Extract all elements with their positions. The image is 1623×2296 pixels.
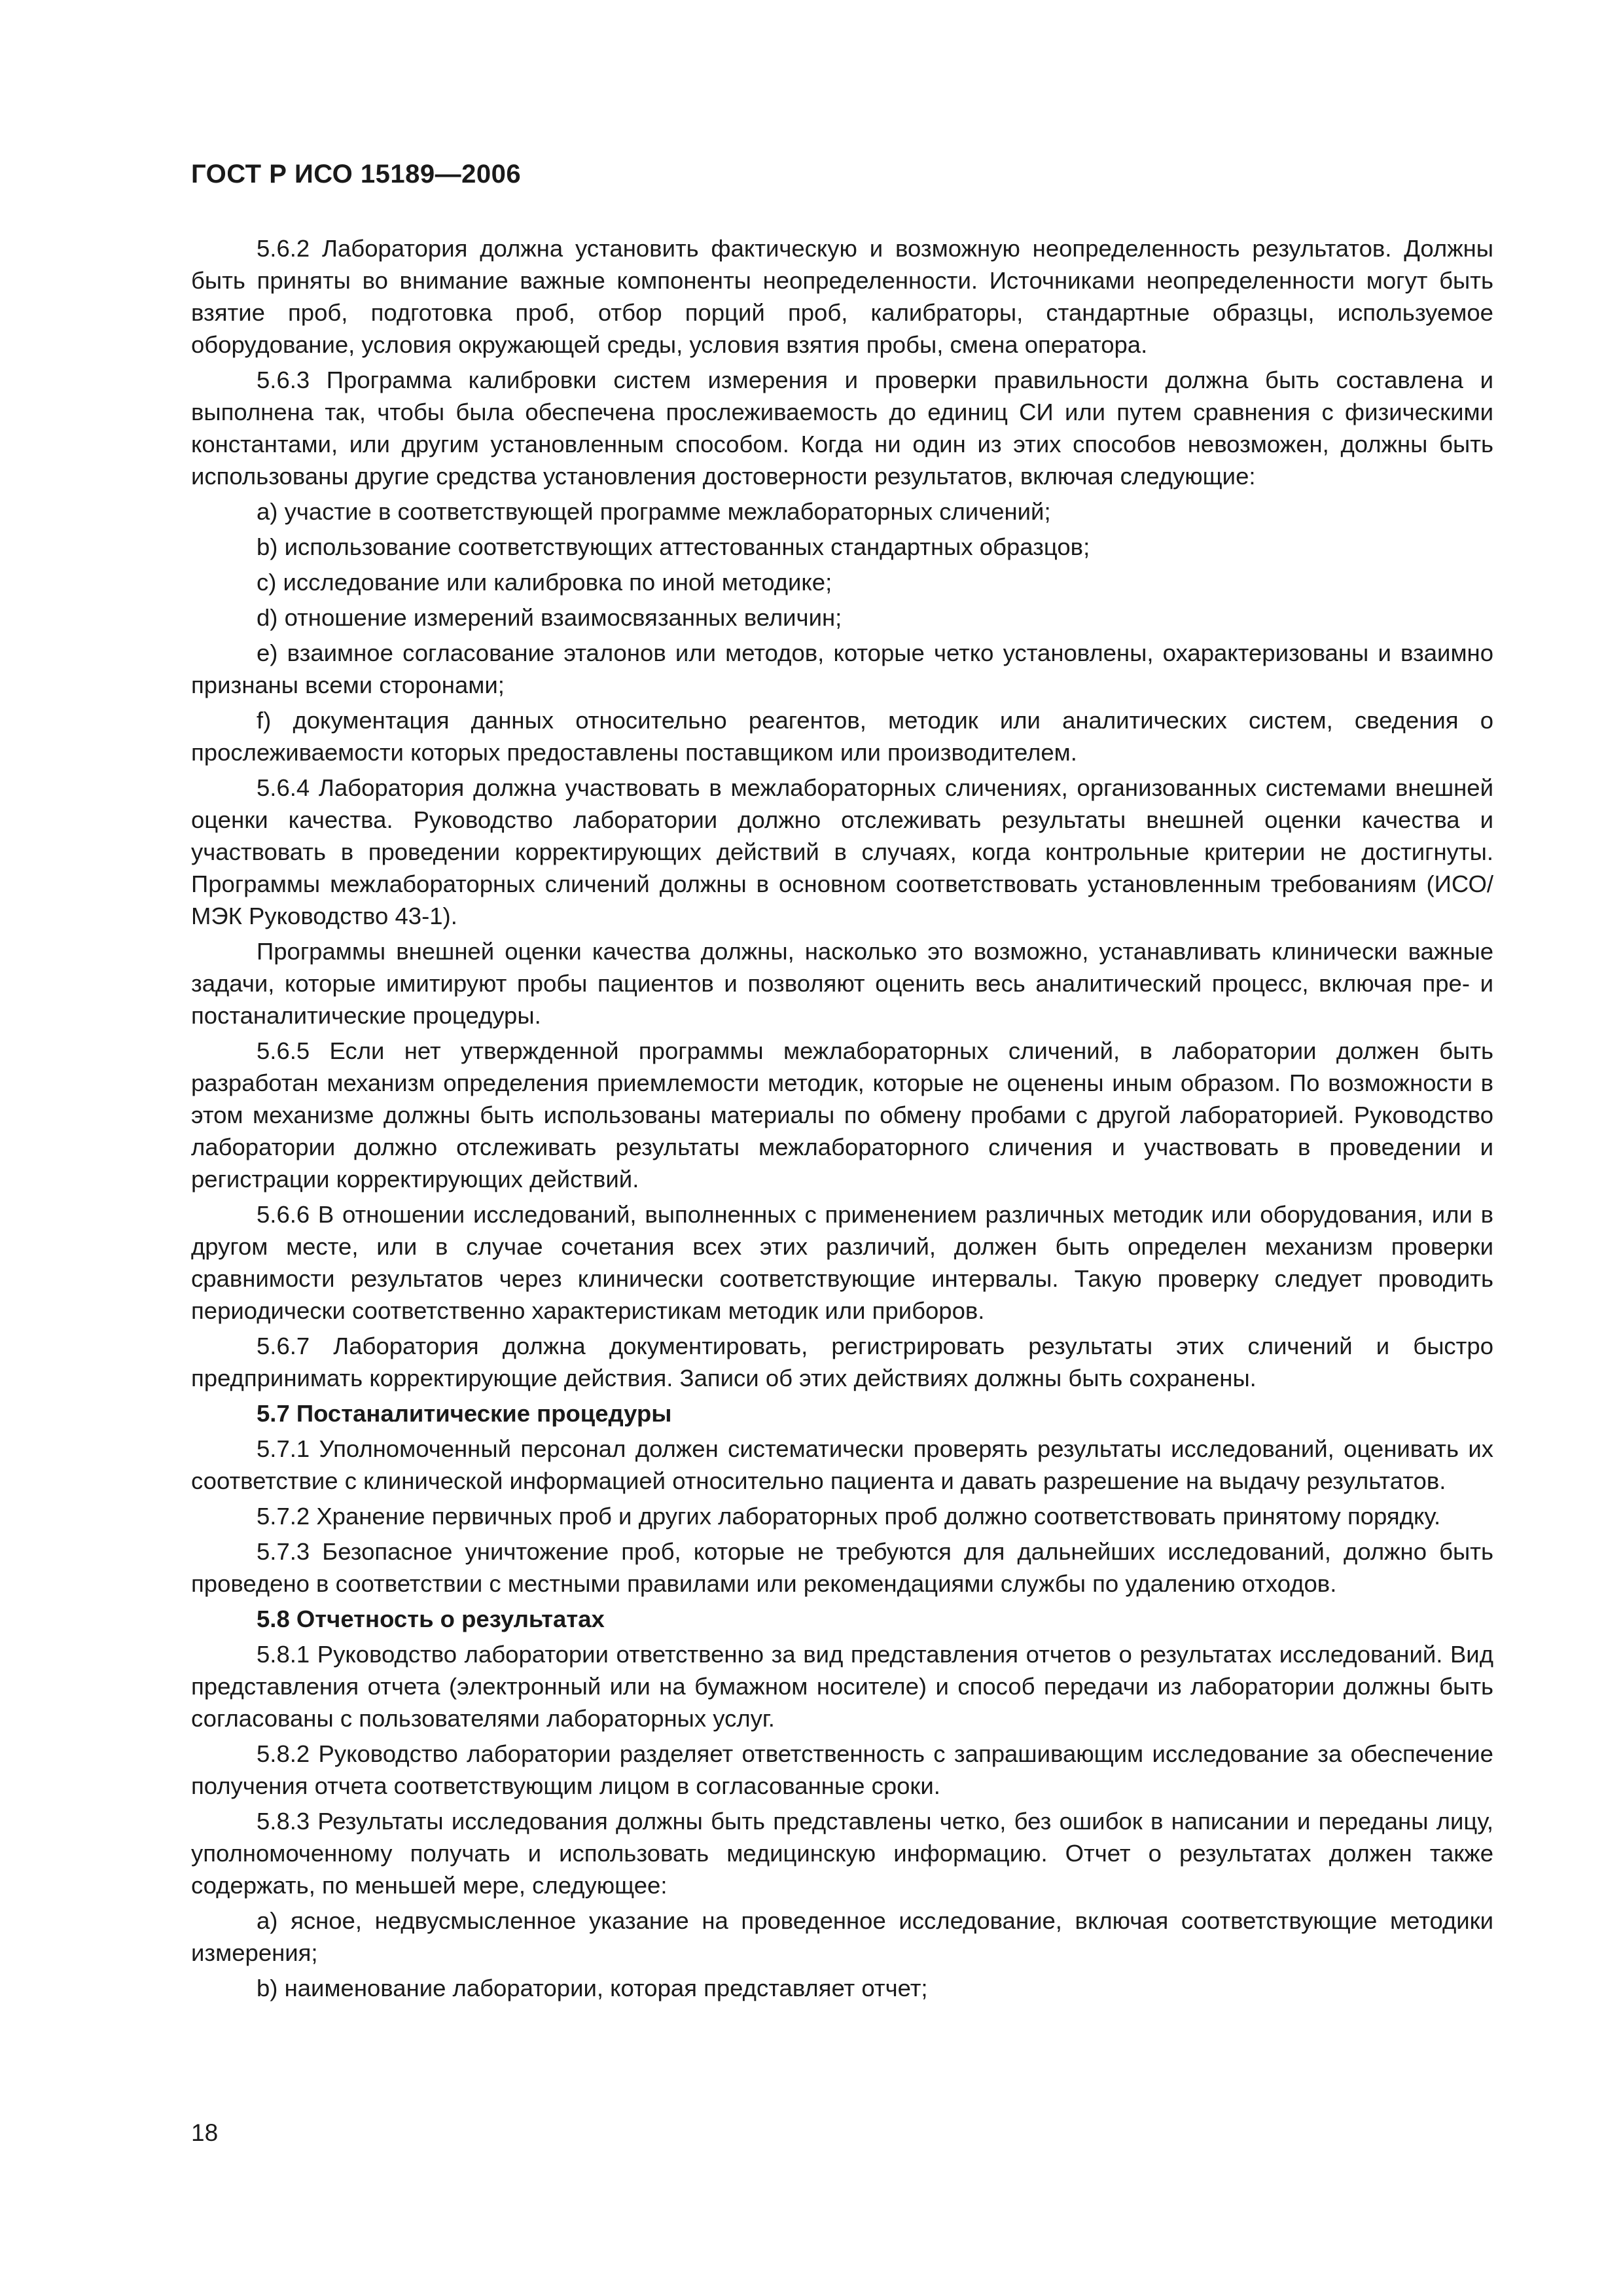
paragraph: 5.7.3 Безопасное уничтожение проб, которые не требуются для дальнейших исследований, должно быть проведено в соответствии с местными правилами или рекомендациями службы по удалению отходов. bbox=[191, 1538, 1493, 1597]
section-heading: 5.7 Постаналитические процедуры bbox=[257, 1400, 672, 1427]
paragraph: 5.6.5 Если нет утвержденной программы межлабораторных сличений, в лаборатории должен быть разработан механизм определения приемлемости методик, которые не оценены иным образом. По возможности в этом механизме должны быть использованы материалы по обмену пробами с другой лабораторией. Руководство лаборатории должно отслеживать результаты межлабораторного сличения и участвовать в проведении и регистрации корректирующих действий. bbox=[191, 1037, 1493, 1193]
page-number: 18 bbox=[191, 2119, 219, 2146]
paragraph: 5.8.3 Результаты исследования должны быть представлены четко, без ошибок в написании и переданы лицу, уполномоченному получать и использовать медицинскую информацию. Отчет о результатах должен также содержать, по меньшей мере, следующее: bbox=[191, 1808, 1493, 1899]
paragraph: a) участие в соответствующей программе межлабораторных сличений; bbox=[257, 498, 1051, 525]
paragraph: 5.8.2 Руководство лаборатории разделяет ответственность с запрашивающим исследование за обеспечение получения отчета соответствующим лицом в согласованные сроки. bbox=[191, 1740, 1493, 1799]
paragraph: f) документация данных относительно реагентов, методик или аналитических систем, сведения о прослеживаемости которых предоставлены поставщиком или производителем. bbox=[191, 707, 1493, 766]
paragraph: b) использование соответствующих аттестованных стандартных образцов; bbox=[257, 533, 1090, 560]
paragraph: 5.6.2 Лаборатория должна установить фактическую и возможную неопределенность результатов. Должны быть приняты во внимание важные компоненты неопределенности. Источниками неопределенности могут быть взятие проб, подготовка проб, отбор порций проб, калибраторы, стандартные образцы, используемое оборудование, условия окружающей среды, условия взятия пробы, смена оператора. bbox=[191, 235, 1493, 358]
paragraph: 5.7.1 Уполномоченный персонал должен систематически проверять результаты исследований, оценивать их соответствие с клинической информацией относительно пациента и давать разрешение на выдачу результатов. bbox=[191, 1435, 1493, 1494]
paragraph: 5.6.6 В отношении исследований, выполненных с применением различных методик или оборудования, или в другом месте, или в случае сочетания всех этих различий, должен быть определен механизм проверки сравнимости результатов через клинически соответствующие интервалы. Такую проверку следует проводить периодически соответственно характеристикам методик или приборов. bbox=[191, 1201, 1493, 1324]
paragraph: e) взаимное согласование эталонов или методов, которые четко установлены, охарактеризованы и взаимно признаны всеми сторонами; bbox=[191, 639, 1493, 698]
paragraph: a) ясное, недвусмысленное указание на проведенное исследование, включая соответствующие методики измерения; bbox=[191, 1907, 1493, 1966]
paragraph: 5.7.2 Хранение первичных проб и других лабораторных проб должно соответствовать принятому порядку. bbox=[257, 1503, 1441, 1530]
paragraph: b) наименование лаборатории, которая представляет отчет; bbox=[257, 1975, 928, 2001]
paragraph: Программы внешней оценки качества должны, насколько это возможно, устанавливать клинически важные задачи, которые имитируют пробы пациентов и позволяют оценить весь аналитический процесс, включая пре- и постаналитические процедуры. bbox=[191, 938, 1493, 1029]
paragraph: d) отношение измерений взаимосвязанных величин; bbox=[257, 604, 842, 631]
paragraph: c) исследование или калибровка по иной методике; bbox=[257, 569, 832, 596]
paragraph: 5.6.4 Лаборатория должна участвовать в межлабораторных сличениях, организованных системами внешней оценки качества. Руководство лаборатории должно отслеживать результаты внешней оценки качества и участвовать в проведении корректирующих действий в случаях, когда контрольные критерии не достигнуты. Программы межлабораторных сличений должны в основном соответствовать установленным требованиям (ИСО/МЭК Руководство 43-1). bbox=[191, 774, 1493, 929]
section-heading: 5.8 Отчетность о результатах bbox=[257, 1605, 605, 1632]
document-header: ГОСТ Р ИСО 15189—2006 bbox=[191, 160, 522, 188]
paragraph: 5.6.3 Программа калибровки систем измерения и проверки правильности должна быть составлена и выполнена так, чтобы была обеспечена прослеживаемость до единиц СИ или путем сравнения с физическими константами, или другим установленным способом. Когда ни один из этих способов невозможен, должны быть использованы другие средства установления достоверности результатов, включая следующие: bbox=[191, 367, 1493, 490]
paragraph: 5.8.1 Руководство лаборатории ответственно за вид представления отчетов о результатах исследований. Вид представления отчета (электронный или на бумажном носителе) и способ передачи из лаборатории должны быть согласованы с пользователями лабораторных услуг. bbox=[191, 1641, 1493, 1732]
document-body bbox=[191, 232, 1493, 2007]
paragraph: 5.6.7 Лаборатория должна документировать, регистрировать результаты этих сличений и быстро предпринимать корректирующие действия. Записи об этих действиях должны быть сохранены. bbox=[191, 1333, 1493, 1391]
